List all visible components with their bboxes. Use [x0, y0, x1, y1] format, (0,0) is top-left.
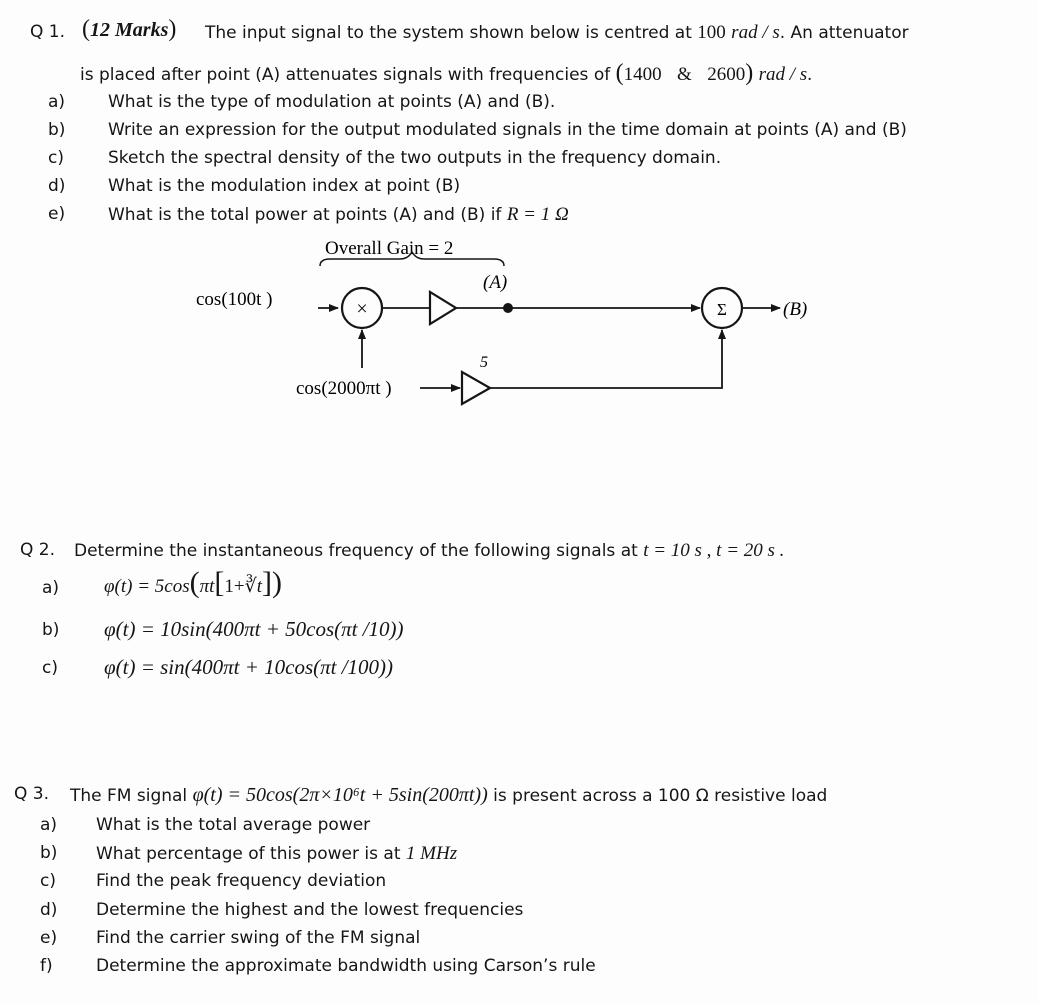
q1-item-text: What is the modulation index at point (B)	[108, 176, 461, 196]
q1-item-letter: d)	[48, 176, 66, 196]
q3-item-text: Determine the highest and the lowest frequencies	[96, 900, 524, 920]
point-a-label: (A)	[483, 272, 508, 293]
carrier-signal-label: cos(2000πt )	[296, 378, 392, 399]
q3-item-text: Find the carrier swing of the FM signal	[96, 928, 421, 948]
q3-item-text: What is the total average power	[96, 815, 371, 835]
q1-item-letter: e)	[48, 204, 66, 224]
point-a-dot	[503, 303, 513, 313]
q3-item-text: Determine the approximate bandwidth using Carson’s rule	[96, 956, 596, 976]
q1-block-diagram	[0, 228, 1038, 428]
q3-number: Q 3.	[14, 784, 50, 804]
q2-item-letter: c)	[42, 658, 58, 678]
q3-item-letter: a)	[40, 815, 58, 835]
gain-5-triangle	[462, 372, 490, 404]
q2-expression-b: φ(t) = 10sin(400πt + 50cos(πt /10))	[104, 617, 404, 641]
q1-item-text: Write an expression for the output modulated signals in the time domain at points (A) and (B)	[108, 120, 907, 140]
q2-number: Q 2.	[20, 540, 56, 560]
q3-item-text: Find the peak frequency deviation	[96, 871, 387, 891]
q1-item-text: Sketch the spectral density of the two outputs in the frequency domain.	[108, 148, 722, 168]
q3-item-letter: f)	[40, 956, 53, 976]
summer-symbol: Σ	[717, 300, 727, 319]
q2-item-letter: b)	[42, 620, 60, 640]
q1-e-condition: R = 1 Ω	[506, 204, 569, 225]
input-signal-label: cos(100t )	[196, 289, 273, 310]
q1-item-letter: a)	[48, 92, 66, 112]
carrier-path-to-sum	[490, 330, 722, 388]
q1-item-text: What is the type of modulation at points (A) and (B).	[108, 92, 556, 112]
q3-item-letter: e)	[40, 928, 58, 948]
q1-marks: (12 Marks)	[82, 16, 177, 42]
q1-intro: The input signal to the system shown below is centred at 100 rad / s. An attenuator	[205, 22, 909, 43]
q2-expression-c: φ(t) = sin(400πt + 10cos(πt /100))	[104, 655, 394, 679]
point-b-label: (B)	[783, 299, 808, 320]
q3-item-letter: b)	[40, 843, 58, 863]
multiplier-symbol: ×	[356, 298, 368, 320]
q2-question: Determine the instantaneous frequency of the following signals at t = 10 s , t = 20 s .	[74, 540, 785, 561]
q3-item-letter: c)	[40, 871, 56, 891]
q3-item-text: What percentage of this power is at 1 MHz	[96, 843, 458, 864]
q1-number: Q 1.	[30, 22, 66, 42]
gain-5-label: 5	[480, 354, 488, 371]
q1-item-letter: b)	[48, 120, 66, 140]
q2-expression-a: φ(t) = 5cos(πt[1+∛t])	[104, 566, 282, 599]
q2-item-letter: a)	[42, 578, 60, 598]
q3-item-letter: d)	[40, 900, 58, 920]
overall-gain-label: Overall Gain = 2	[325, 238, 454, 259]
amplifier-triangle	[430, 292, 456, 324]
q1-item-text: What is the total power at points (A) and (B) if R = 1 Ω	[108, 204, 569, 225]
q1-intro-line2: is placed after point (A) attenuates signals with frequencies of (1400 & 2600) rad / s.	[80, 60, 812, 86]
q3-question: The FM signal φ(t) = 50cos(2π×10⁶t + 5sin(200πt)) is present across a 100 Ω resistive load	[70, 784, 828, 806]
q1-item-letter: c)	[48, 148, 64, 168]
